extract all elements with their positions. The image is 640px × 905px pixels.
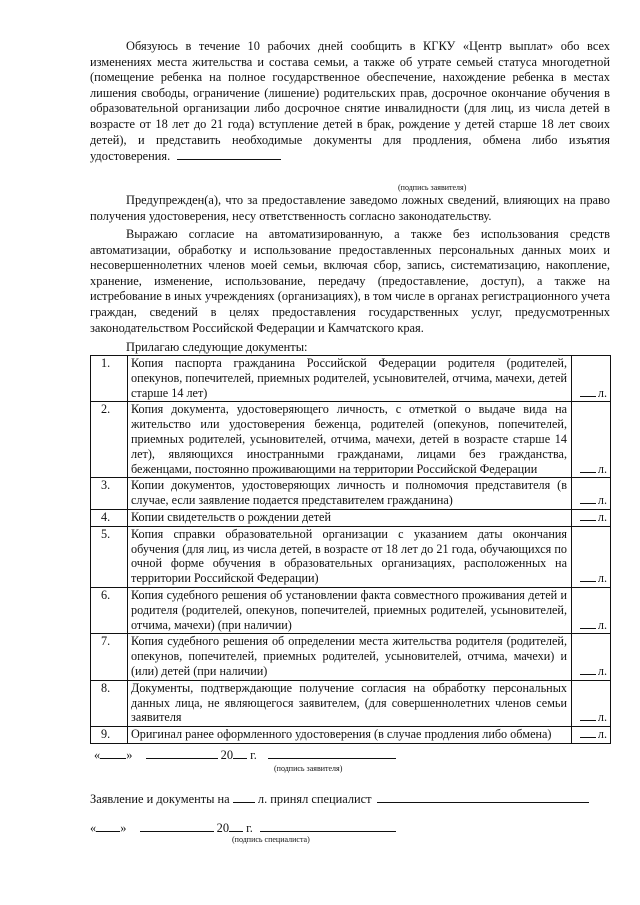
document-number: 6. [91, 587, 128, 633]
document-pages-unit: л. [597, 571, 607, 586]
documents-caption: Прилагаю следующие документы: [126, 340, 308, 354]
document-pages-field[interactable] [580, 727, 596, 738]
specialist-signature-line[interactable] [260, 820, 396, 832]
document-pages-cell [572, 587, 611, 633]
document-pages-cell [572, 634, 611, 680]
applicant-signature-caption: (подпись заявителя) [398, 183, 467, 192]
document-row [91, 587, 611, 633]
warning-text: Предупрежден(а), что за предоставление заведомо ложных сведений, влияющих на право получения удостоверения, несу ответственность согласно законодательству. [90, 193, 610, 223]
applicant-year-field[interactable] [233, 747, 247, 759]
obligation-paragraph [90, 39, 610, 165]
document-row [91, 727, 611, 744]
document-number: 3. [91, 478, 128, 510]
document-pages-field[interactable] [580, 618, 596, 629]
document-row [91, 509, 611, 526]
document-number: 4. [91, 509, 128, 526]
document-pages-unit: л. [597, 663, 607, 678]
document-pages-cell [572, 478, 611, 510]
consent-paragraph [90, 227, 610, 336]
document-pages-cell [572, 526, 611, 587]
document-pages-field[interactable] [580, 664, 596, 675]
received-pages-field[interactable] [233, 791, 255, 803]
applicant-month-field[interactable] [146, 747, 218, 759]
document-pages-field[interactable] [580, 493, 596, 504]
document-pages-field[interactable] [580, 710, 596, 721]
document-row [91, 356, 611, 402]
document-number: 9. [91, 727, 128, 744]
document-description: Оригинал ранее оформленного удостоверения (в случае продления либо обмена) [128, 727, 572, 744]
document-description: Копия судебного решения об установлении факта совместного проживания детей и родителя (родителей, опекунов, попечителей, приемных родителей, усыновителей, отчима, мачехи) (при наличии) [128, 587, 572, 633]
document-description: Документы, подтверждающие получение согласия на обработку персональных данных лица, не являющегося заявителем, (для совершеннолетних членов семьи заявителя [128, 680, 572, 726]
document-pages-field[interactable] [580, 386, 596, 397]
document-pages-cell [572, 356, 611, 402]
obligation-text: Обязуюсь в течение 10 рабочих дней сообщить в КГКУ «Центр выплат» обо всех изменениях места жительства и состава семьи, а также об утрате семьей статуса многодетной (помещение ребенка на полное государственное обеспечение, нахождение ребенка в местах лишения свободы, ограничение (лишение) родительских прав, досрочное окончание обучения в образовательной организации либо досрочное снятие инвалидности (для лиц, из числа детей в возрасте от 18 лет до 21 года) вступление детей в брак, рождение у детей старше 18 лет своих детей), и представить необходимые документы для продления, обмена либо изъятия удостоверения. [90, 39, 610, 164]
specialist-year-field[interactable] [229, 820, 243, 832]
document-number: 1. [91, 356, 128, 402]
document-description: Копии свидетельств о рождении детей [128, 509, 572, 526]
document-pages-unit: л. [597, 727, 607, 742]
document-row [91, 526, 611, 587]
applicant-signature-field[interactable] [177, 148, 281, 160]
applicant-signature-line[interactable] [268, 747, 396, 759]
document-pages-cell [572, 727, 611, 744]
applicant-signature-caption-bottom: (подпись заявителя) [274, 764, 343, 773]
document-pages-cell [572, 402, 611, 478]
document-number: 7. [91, 634, 128, 680]
document-description: Копия судебного решения об определении места жительства родителя (родителей, опекунов, попечителей, приемных родителей, усыновителей, отчима, мачехи) и (или) детей (при наличии) [128, 634, 572, 680]
documents-table [90, 355, 611, 744]
document-description: Копия справки образовательной организации с указанием даты окончания обучения (для лиц, из числа детей, в возрасте от 18 лет до 21 года, обучающихся по очной форме обучения в образовательных организациях, расположенных на территории Российской Федерации) [128, 526, 572, 587]
document-number: 5. [91, 526, 128, 587]
document-pages-unit: л. [597, 710, 607, 725]
document-description: Копия документа, удостоверяющего личность, с отметкой о выдаче вида на жительство или удостоверения беженца, родителей (опекунов, попечителей, приемных родителей, усыновителей, отчима, мачехи, детей в возрасте старше 14 лет), являющихся иностранными гражданами, лицами без гражданства, беженцами, постоянно проживающими на территории Российской Федерации [128, 402, 572, 478]
document-row [91, 402, 611, 478]
document-pages-unit: л. [597, 509, 607, 524]
document-number: 2. [91, 402, 128, 478]
document-description: Копии документов, удостоверяющих личность и полномочия представителя (в случае, если заявление подается представителем гражданина) [128, 478, 572, 510]
specialist-day-field[interactable] [96, 820, 120, 832]
document-pages-cell [572, 509, 611, 526]
document-description: Копия паспорта гражданина Российской Федерации родителя (родителей, опекунов, попечителей, приемных родителей, усыновителей, отчима, мачехи, детей старше 14 лет) [128, 356, 572, 402]
document-pages-unit: л. [597, 493, 607, 508]
specialist-date-line: « » 20 г. [90, 820, 396, 836]
applicant-day-field[interactable] [100, 747, 126, 759]
specialist-name-field[interactable] [377, 791, 589, 803]
document-row [91, 634, 611, 680]
consent-text: Выражаю согласие на автоматизированную, а также без использования средств автоматизации, обработку и использование предоставленных персональных данных моих и несовершеннолетних членов моей семьи, включая сбор, запись, систематизацию, накопление, хранение, изменение, использование, передачу (предоставление, доступ), а также на истребование в иных учреждениях (организациях), в том числе в органах регистрационного учета граждан, сведений в целях предоставления государственных услуг, предусмотренных законодательством Российской Федерации и Камчатского края. [90, 227, 610, 335]
specialist-month-field[interactable] [140, 820, 214, 832]
document-pages-unit: л. [597, 385, 607, 400]
document-row [91, 478, 611, 510]
document-number: 8. [91, 680, 128, 726]
document-pages-cell [572, 680, 611, 726]
document-pages-field[interactable] [580, 510, 596, 521]
warning-paragraph [90, 193, 610, 224]
document-row [91, 680, 611, 726]
document-pages-unit: л. [597, 617, 607, 632]
document-pages-field[interactable] [580, 462, 596, 473]
document-pages-field[interactable] [580, 571, 596, 582]
applicant-date-line: « » 20 г. [94, 747, 396, 763]
document-pages-unit: л. [597, 461, 607, 476]
received-line: Заявление и документы на л. принял специалист [90, 791, 589, 807]
specialist-signature-caption: (подпись специалиста) [232, 835, 310, 844]
